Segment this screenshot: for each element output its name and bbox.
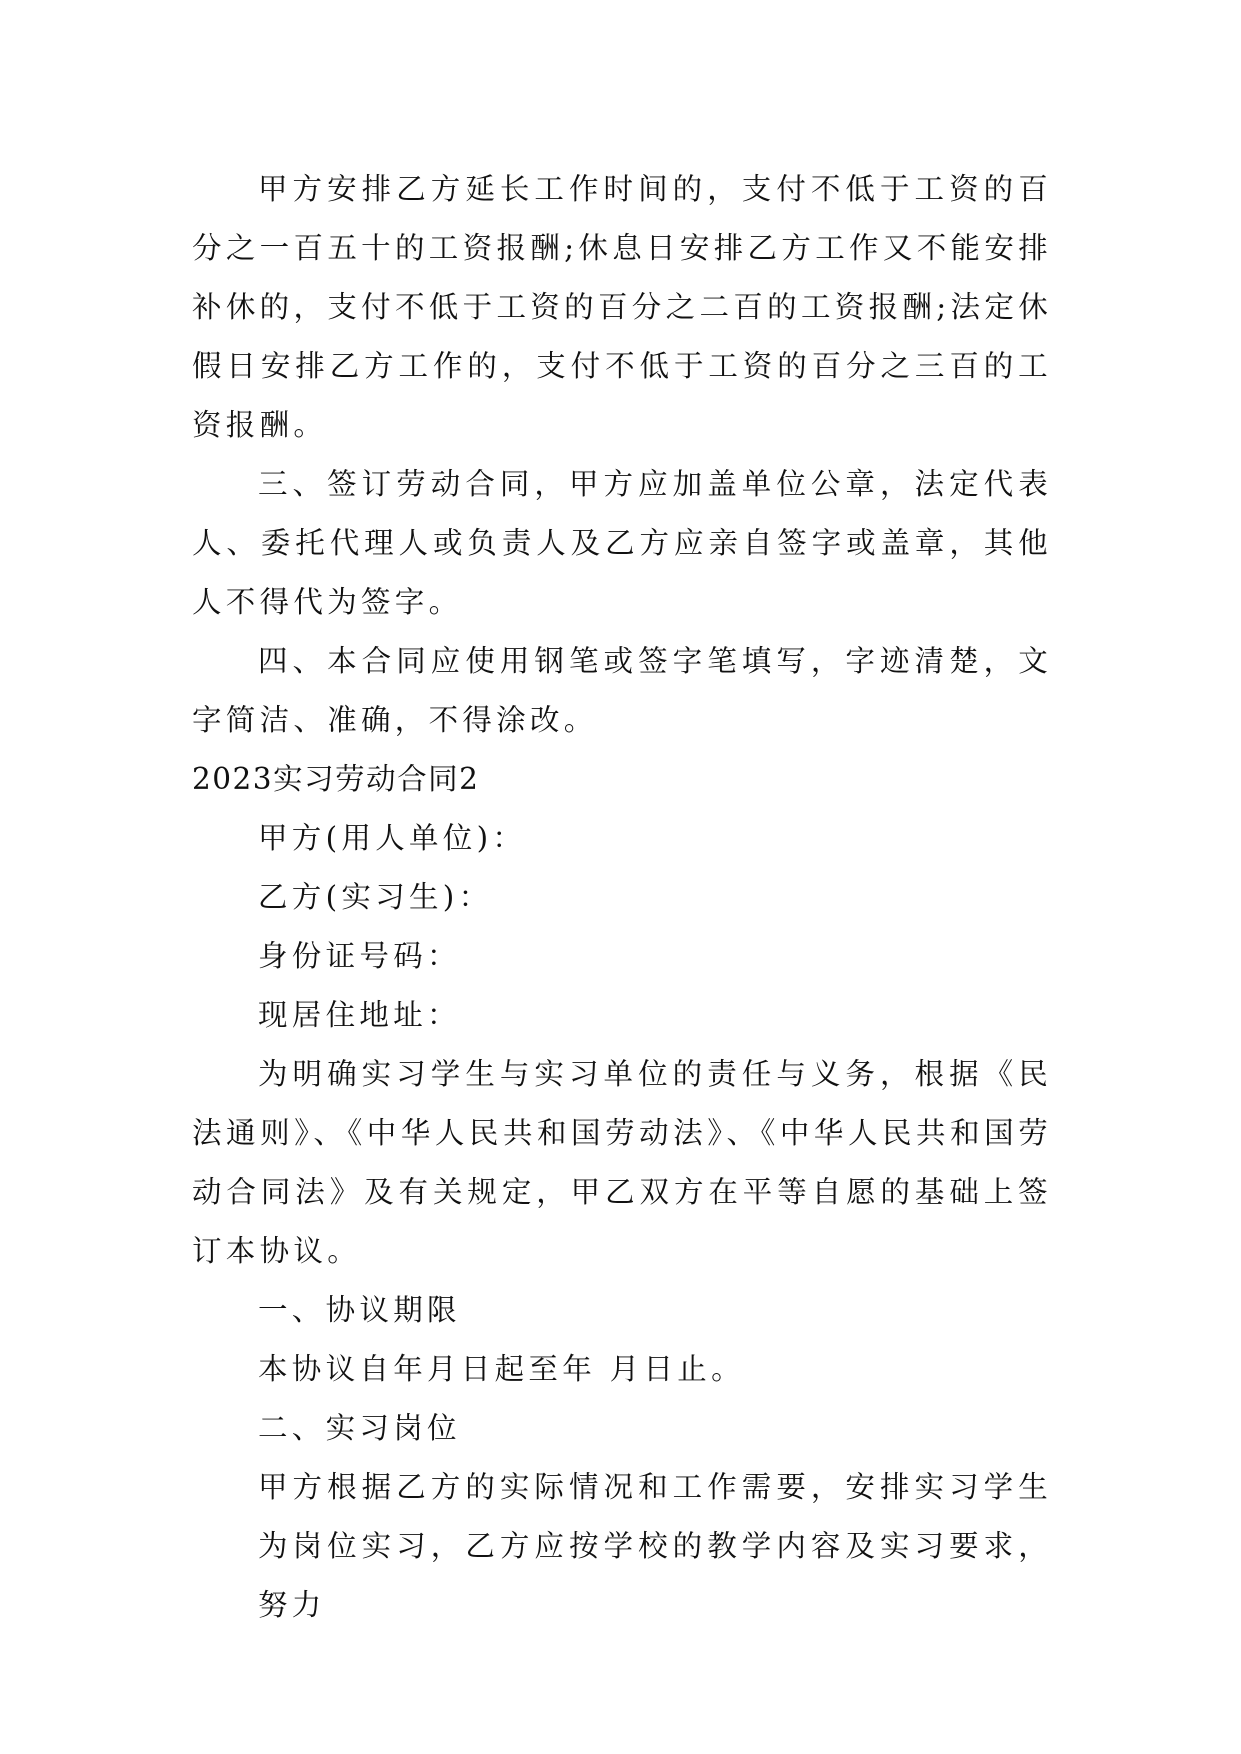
section-title: 2023实习劳动合同2 <box>192 762 480 796</box>
id-number-field: 身份证号码： <box>258 939 461 973</box>
agreement-term-heading: 一、协议期限 <box>258 1293 461 1327</box>
internship-position-text: 甲方根据乙方的实际情况和工作需要，安排实习学生为岗位实习，乙方应按学校的教学内容及实习要求，努力 <box>258 1470 1052 1622</box>
agreement-term-text: 本协议自年月日起至年 月日止。 <box>258 1352 745 1386</box>
party-a-field: 甲方(用人单位)： <box>258 821 527 855</box>
filling-clause-paragraph: 四、本合同应使用钢笔或签字笔填写，字迹清楚，文字简洁、准确，不得涂改。 <box>192 644 1052 737</box>
internship-position-heading: 二、实习岗位 <box>258 1411 461 1445</box>
signing-clause-paragraph: 三、签订劳动合同，甲方应加盖单位公章，法定代表人、委托代理人或负责人及乙方应亲自签字或盖章，其他人不得代为签字。 <box>192 467 1052 619</box>
document-body <box>192 160 1052 1635</box>
overtime-pay-paragraph: 甲方安排乙方延长工作时间的，支付不低于工资的百分之一百五十的工资报酬;休息日安排乙方工作又不能安排补休的，支付不低于工资的百分之二百的工资报酬;法定休假日安排乙方工作的，支付不低于工资的百分之三百的工资报酬。 <box>192 172 1052 442</box>
purpose-paragraph: 为明确实习学生与实习单位的责任与义务，根据《民法通则》、《中华人民共和国劳动法》、《中华人民共和国劳动合同法》及有关规定，甲乙双方在平等自愿的基础上签订本协议。 <box>192 1057 1052 1268</box>
party-b-field: 乙方(实习生)： <box>258 880 493 914</box>
address-field: 现居住地址： <box>258 998 461 1032</box>
